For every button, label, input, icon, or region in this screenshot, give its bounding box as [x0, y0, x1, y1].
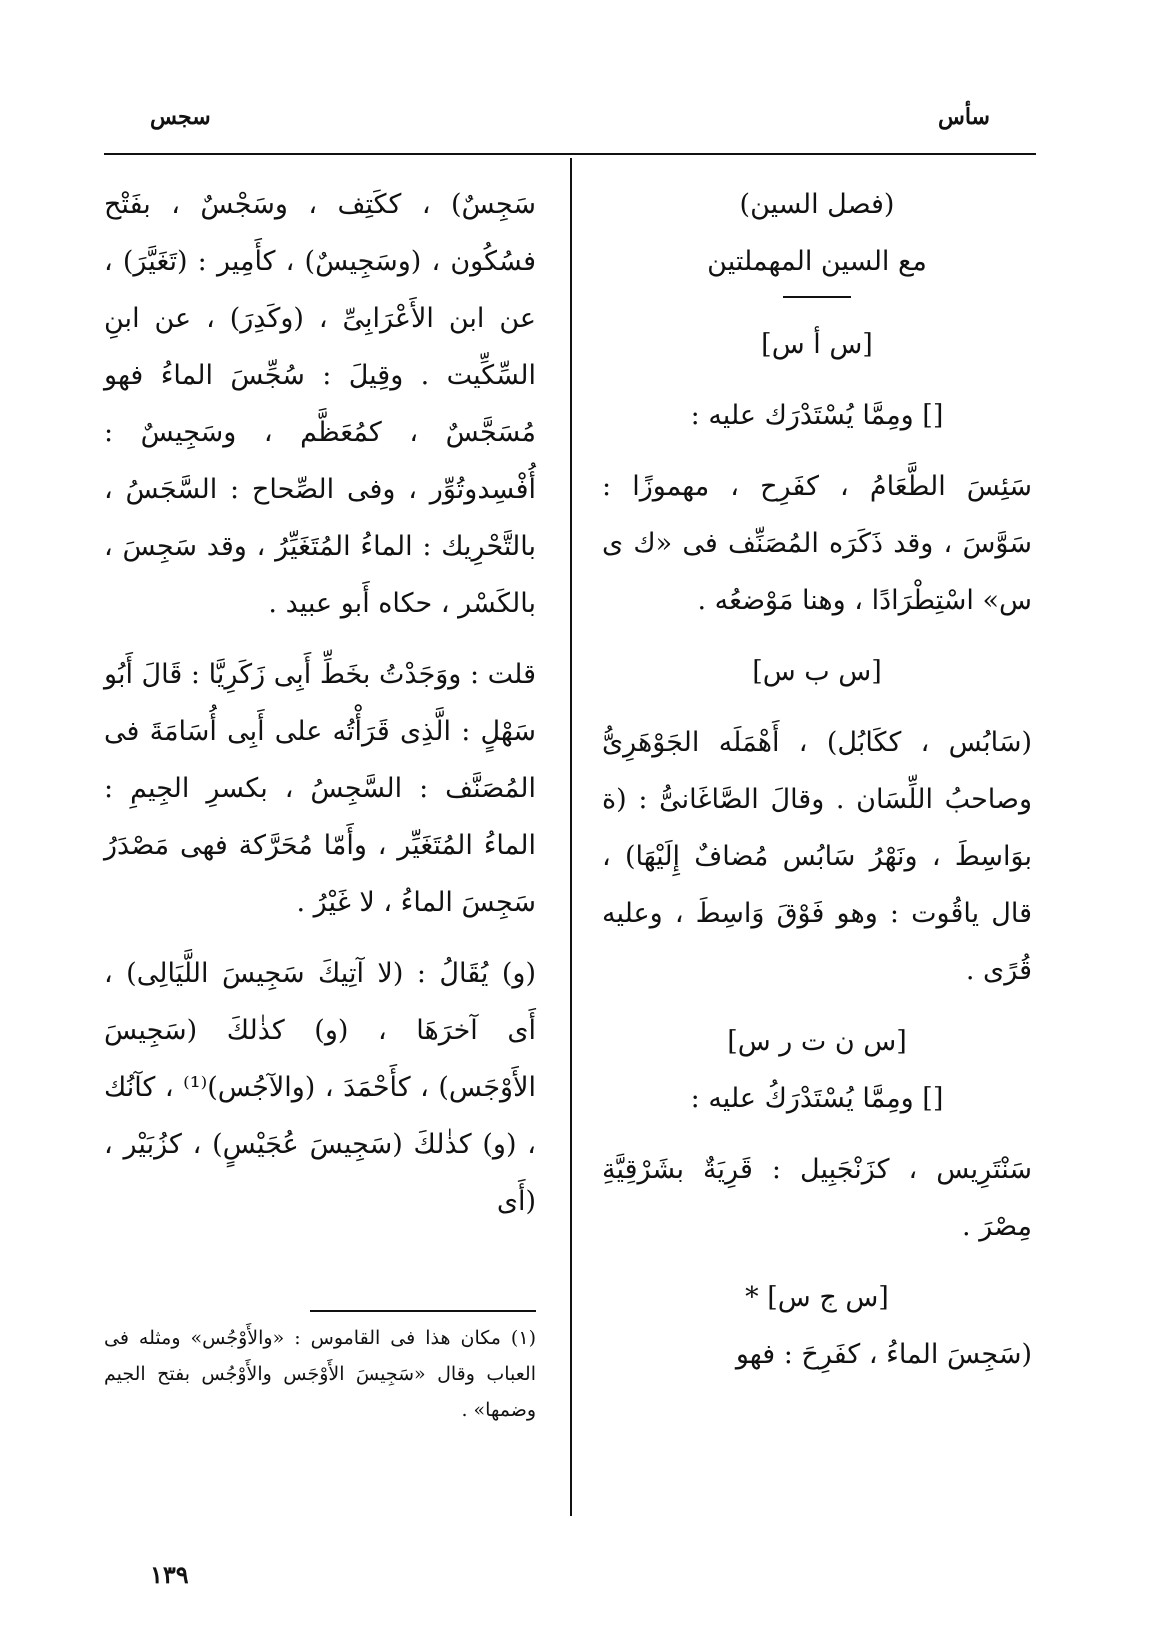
root-heading-4: [س ج س] *	[745, 1282, 889, 1313]
root-intro-3: [] ومِمَّا يُسْتَدْرَكُ عليه :	[690, 1083, 944, 1114]
section-subtitle: مع السين المهملتين	[707, 246, 927, 277]
root-heading-1: [س أ س]	[761, 329, 873, 360]
running-head-right: سأس	[938, 104, 990, 130]
entry-text-1: سَئِسَ الطَّعَامُ ، كفَرِح ، مهموزًا : سَوَّسَ ، وقد ذَكَرَه المُصَنِّف فى «ك ى س» اسْتِطْرَادًا ، وهنا مَوْضعُه .	[602, 471, 1032, 616]
running-head-left: سجس	[150, 104, 211, 130]
entry-text-3: سَنْتَرِيس ، كزَنْجَبِيل : قَرِيَةٌ بشَرْقِيَّةِ مِصْرَ .	[602, 1154, 1032, 1242]
footnote: (١) مكان هذا فى القاموس : «والأَوْجُس» ومثله فى العباب وقال «سَجِيسَ الأَوْجَس والأَوْجُس بفتح الجيم وضمها» .	[104, 1327, 536, 1421]
section-title: (فصل السين)	[739, 189, 895, 220]
left-paragraph-2: قلت : ووَجَدْتُ بخَطِّ أَبِى زَكَرِيَّا : قَالَ أَبُو سَهْلٍ : الَّذِى قَرَأْتُه على أَبِى أُسَامَةَ فى المُصَنَّف : السَّجِسُ ، بكسرِ الجِيمِ : الماءُ المُتَغَيِّر ، وأَمّا مُحَرَّكة فهى مَصْدَرُ سَجِسَ الماءُ ، لا غَيْرُ .	[104, 659, 536, 918]
root-heading-2: [س ب س]	[752, 656, 882, 687]
page-number: ١٣٩	[150, 1560, 189, 1589]
root-heading-3: [س ن ت ر س]	[727, 1026, 907, 1057]
entry-text-2: (سَابُس ، ككَابُل) ، أَهْمَلَه الجَوْهَرِىُّ وصاحبُ اللِّسَان . وقالَ الصَّاغَانىُّ : (ة بوَاسِطَ ، ونَهْرُ سَابُس مُضافٌ إِلَيْهَا) ، قال ياقُوت : وهو فَوْقَ وَاسِطَ ، وعليه قُرًى .	[602, 727, 1032, 986]
left-paragraph-3: (و) يُقَالُ : (لا آتِيكَ سَجِيسَ اللَّيَالِى) ، أَى آخرَهَا ، (و) كذٰلكَ (سَجِيسَ الأَوْجَس) ، كأَحْمَدَ ، (والآجُس)⁽¹⁾ ، كآنُك ، (و) كذٰلكَ (سَجِيسَ عُجَيْسٍ) ، كزُبَيْر ، (أَى	[104, 958, 536, 1217]
left-paragraph-1: سَجِسٌ) ، ككَتِف ، وسَجْسٌ ، بفَتْح فسُكُون ، (وسَجِيسٌ) ، كأَمِير : (تَغَيَّرَ) ، عن ابن الأَعْرَابِىِّ ، (وكَدِرَ) ، عن ابنِ السِّكِّيت . وقِيلَ : سُجِّسَ الماءُ فهو مُسَجَّسٌ ، كمُعَظَّم ، وسَجِيسٌ : أُفْسِدوتُوِّر ، وفى الصِّحاح : السَّجَسُ ، بالتَّحْرِيك : الماءُ المُتَغَيِّرُ ، وقد سَجِسَ ، بالكَسْر ، حكاه أَبو عبيد .	[104, 189, 536, 619]
footnote-rule	[310, 1310, 536, 1312]
entry-text-4: (سَجِسَ الماءُ ، كفَرِحَ : فهو	[735, 1339, 1032, 1370]
root-intro-1: [] ومِمَّا يُسْتَدْرَك عليه :	[690, 400, 944, 431]
section-rule	[783, 296, 851, 298]
header-rule	[104, 153, 1036, 155]
column-divider	[570, 158, 572, 1516]
right-column	[602, 176, 1032, 1383]
left-column	[104, 176, 536, 1230]
